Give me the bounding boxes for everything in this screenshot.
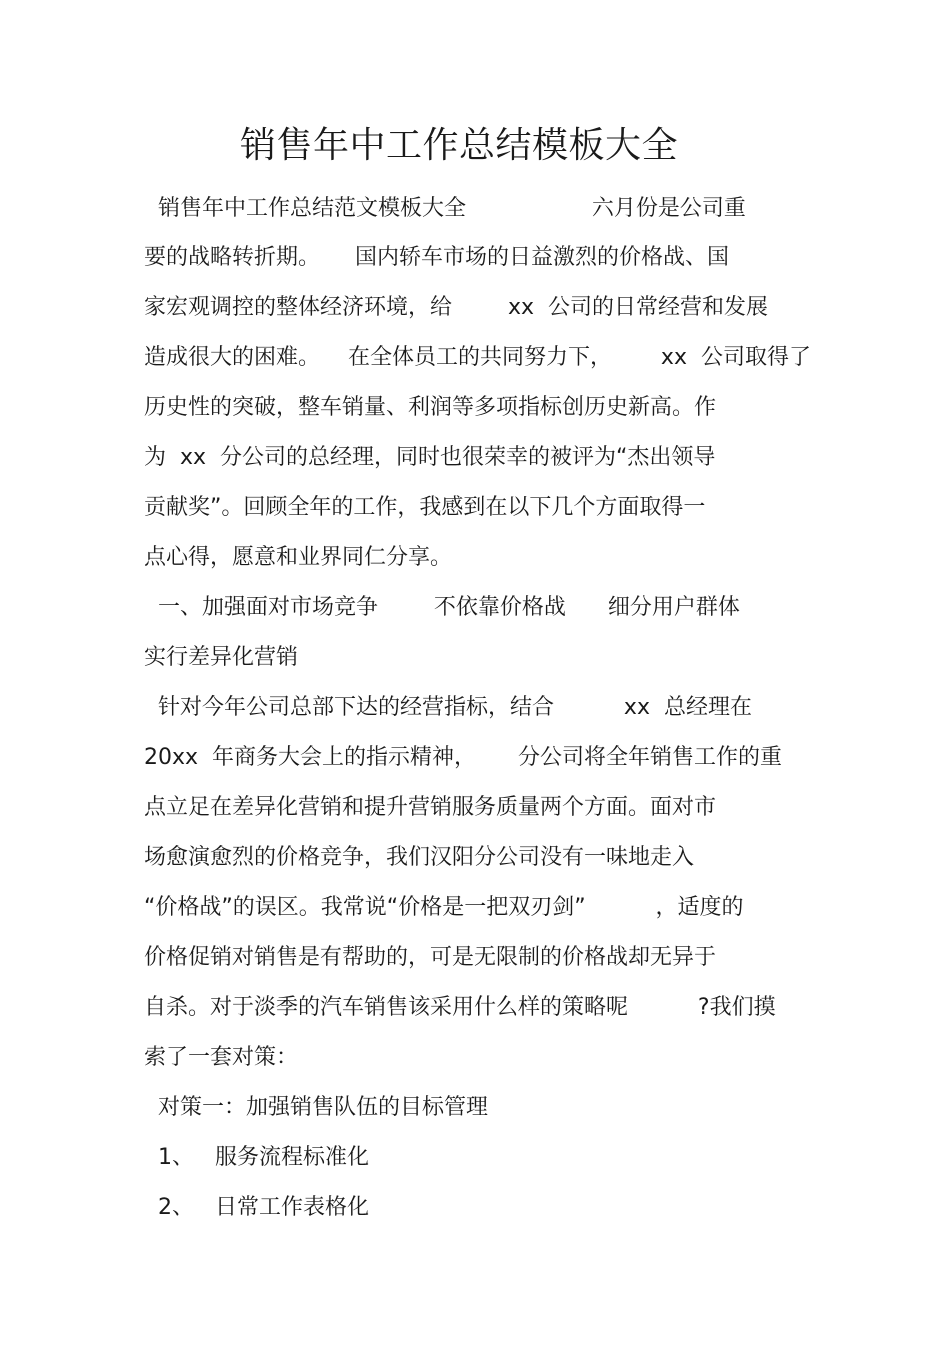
body-line: 点心得，愿意和业界同仁分享。	[144, 545, 453, 570]
body-line: 要的战略转折期。 国内轿车市场的日益激烈的价格战、国	[144, 245, 729, 270]
body-line: 贡献奖”。回顾全年的工作，我感到在以下几个方面取得一	[144, 495, 706, 520]
section-heading: 一、加强面对市场竞争 不依靠价格战 细分用户群体	[144, 595, 740, 620]
body-line: 价格促销对销售是有帮助的，可是无限制的价格战却无异于	[144, 945, 717, 970]
body-line: 场愈演愈烈的价格竞争，我们汉阳分公司没有一味地走入	[144, 845, 695, 870]
list-item: 2、 日常工作表格化	[144, 1195, 369, 1220]
body-line: 家宏观调控的整体经济环境，给 xx 公司的日常经营和发展	[144, 295, 768, 320]
body-line: 销售年中工作总结范文模板大全 六月份是公司重	[144, 196, 746, 221]
strategy-heading: 对策一：加强销售队伍的目标管理	[144, 1095, 488, 1120]
body-line: 20xx 年商务大会上的指示精神， 分公司将全年销售工作的重	[144, 745, 782, 770]
body-line: 点立足在差异化营销和提升营销服务质量两个方面。面对市	[144, 795, 717, 820]
body-line: 造成很大的困难。 在全体员工的共同努力下， xx 公司取得了	[144, 345, 811, 370]
body-line: 为 xx 分公司的总经理，同时也很荣幸的被评为“杰出领导	[144, 445, 716, 470]
body-line: 历史性的突破，整车销量、利润等多项指标创历史新高。作	[144, 395, 717, 420]
body-line: 针对今年公司总部下达的经营指标，结合 xx 总经理在	[144, 695, 752, 720]
body-line: “价格战”的误区。我常说“价格是一把双刃剑” ，适度的	[144, 895, 744, 920]
section-heading-continued: 实行差异化营销	[144, 645, 299, 670]
body-line: 索了一套对策：	[144, 1045, 299, 1070]
document-title: 销售年中工作总结模板大全	[239, 125, 678, 166]
body-line: 自杀。对于淡季的汽车销售该采用什么样的策略呢 ?我们摸	[144, 995, 776, 1020]
list-item: 1、 服务流程标准化	[144, 1145, 369, 1170]
